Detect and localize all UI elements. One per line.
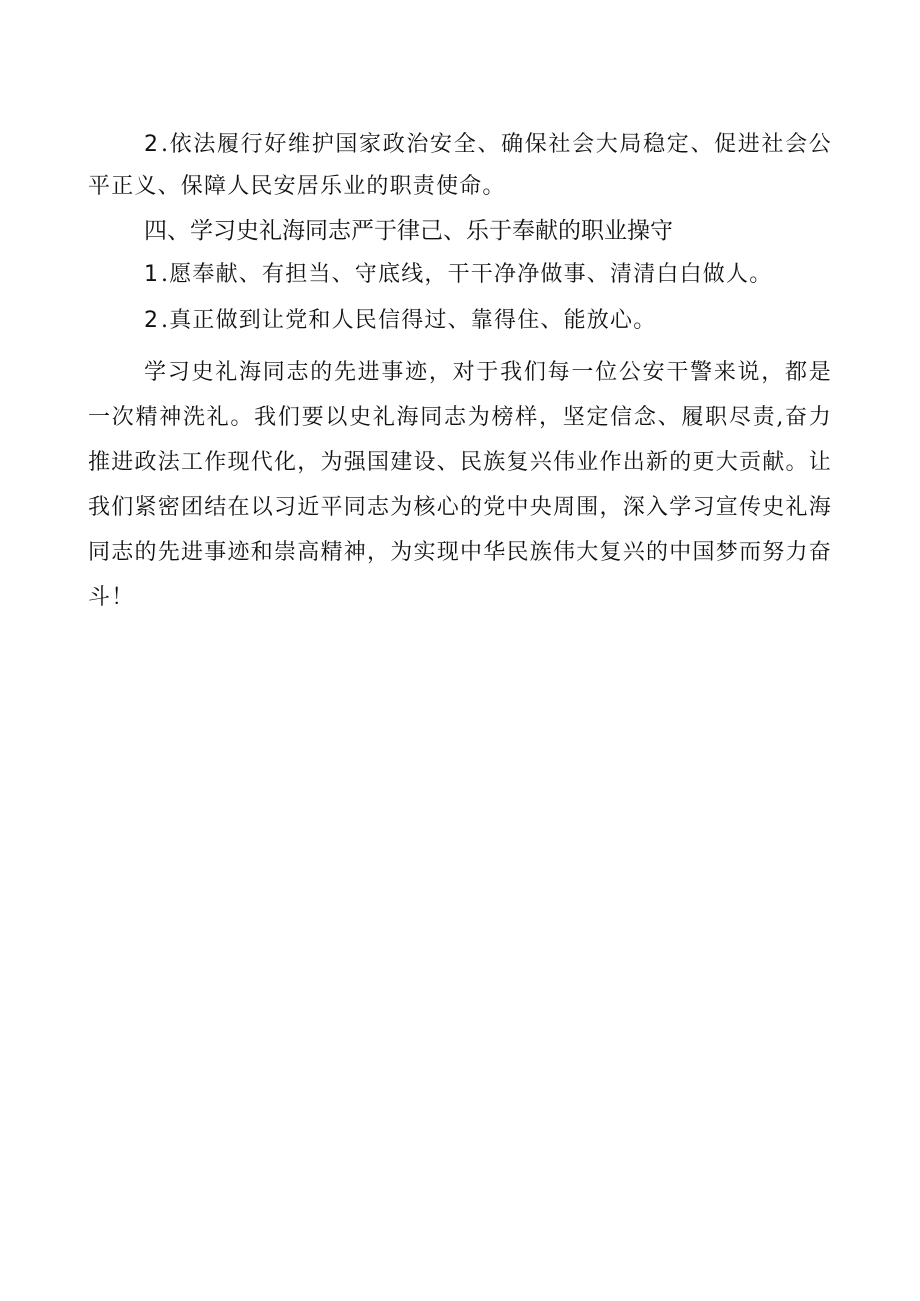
item-text: .真正做到让党和人民信得过、靠得住、能放心。 bbox=[161, 308, 657, 333]
section-heading: 四、学习史礼海同志严于律己、乐于奉献的职业操守 bbox=[144, 218, 673, 244]
list-item-dedication bbox=[88, 254, 832, 296]
document-body bbox=[88, 124, 832, 620]
list-item-trust bbox=[88, 300, 832, 342]
list-item-duty-mission bbox=[88, 124, 832, 208]
closing-paragraph: 学习史礼海同志的先进事迹，对于我们每一位公安干警来说，都是一次精神洗礼。我们要以史礼海同志为榜样，坚定信念、履职尽责,奋力推进政法工作现代化，为强国建设、民族复兴伟业作出新的更大贡献。让我们紧密团结在以习近平同志为核心的党中央周围，深入学习宣传史礼海同志的先进事迹和崇高精神，为实现中华民族伟大复兴的中国梦而努力奋斗！ bbox=[88, 360, 832, 610]
item-text: .依法履行好维护国家政治安全、确保社会大局稳定、促进社会公平正义、保障人民安居乐业的职责使命。 bbox=[88, 132, 832, 199]
item-number: 2 bbox=[144, 308, 161, 333]
item-number: 2 bbox=[144, 132, 161, 157]
item-number: 1 bbox=[144, 262, 161, 287]
item-text: .愿奉献、有担当、守底线，干干净净做事、清清白白做人。 bbox=[161, 262, 773, 287]
